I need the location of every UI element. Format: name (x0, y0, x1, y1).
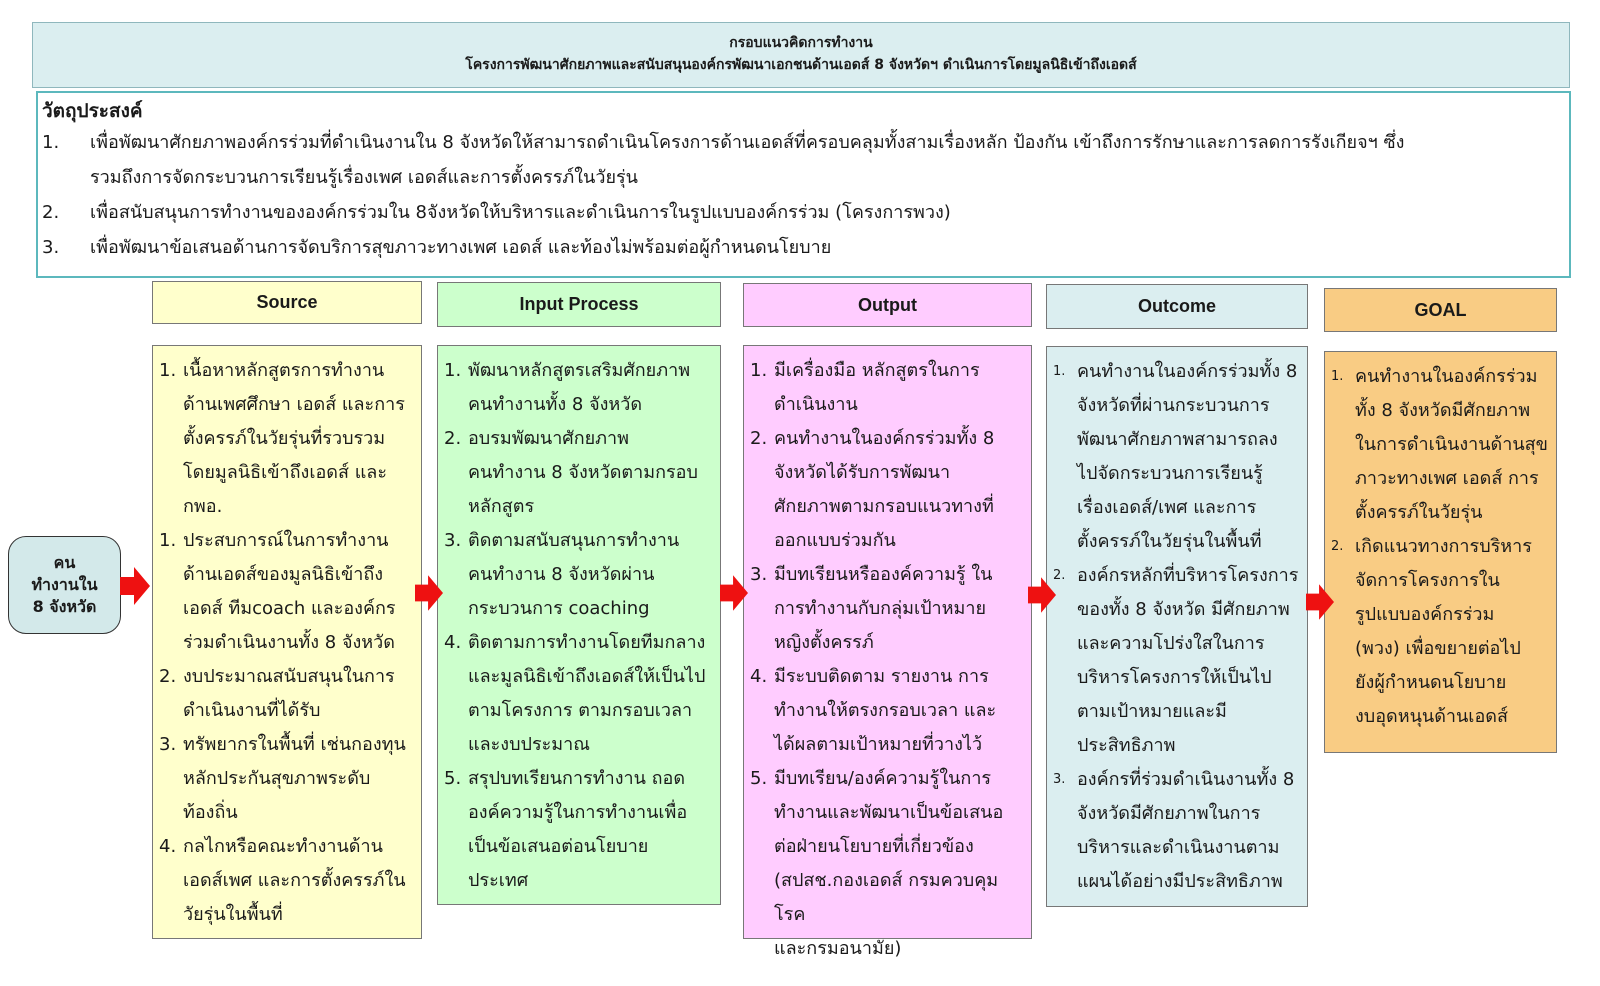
item-text: ตั้งครรภ์ในวัยรุ่น (1355, 502, 1483, 523)
arrow-right-icon (1028, 577, 1056, 613)
item-text: องค์ความรู้ในการทำงานเพื่อ (468, 802, 688, 823)
item-number (1053, 525, 1077, 559)
list-item-continued (444, 830, 712, 864)
item-text: ออกแบบร่วมกัน (774, 530, 896, 551)
objective-item-continued (42, 160, 1563, 195)
item-text: ในการดำเนินงานด้านสุข (1355, 434, 1548, 455)
goal-box (1324, 351, 1557, 753)
list-item-continued (159, 456, 413, 490)
item-number (444, 490, 468, 524)
item-text: จังหวัดที่ผ่านกระบวนการ (1077, 395, 1270, 416)
start-line: ทำงานใน (31, 575, 98, 594)
item-number (159, 422, 183, 456)
list-item (159, 524, 413, 558)
list-item-continued (159, 694, 413, 728)
item-text: ติดตามสนับสนุนการทำงาน (468, 530, 680, 551)
item-number (1331, 394, 1355, 428)
item-text: การทำงานกับกลุ่มเป้าหมาย (774, 598, 987, 619)
list-item-continued (1053, 661, 1299, 695)
list-item (1053, 763, 1299, 797)
item-number (750, 456, 774, 490)
item-text: อบรมพัฒนาศักยภาพ (468, 428, 630, 449)
list-item (1053, 559, 1299, 593)
list-item-continued (750, 388, 1023, 422)
item-text: บริหารและดำเนินงานตาม (1077, 837, 1280, 858)
item-text: คนทำงานในองค์กรร่วมทั้ง 8 (1077, 361, 1298, 382)
list-item (1053, 355, 1299, 389)
item-number (159, 796, 183, 830)
item-text: ประสิทธิภาพ (1077, 735, 1176, 756)
item-number: 1. (1053, 364, 1066, 379)
list-item-continued (1053, 423, 1299, 457)
list-item-continued (750, 694, 1023, 728)
list-item (444, 762, 712, 796)
item-number (1053, 661, 1077, 695)
item-number: 2. (444, 428, 462, 449)
objective-item (42, 230, 1563, 265)
item-text: ทำงานให้ตรงกรอบเวลา และ (774, 700, 997, 721)
item-number: 3. (444, 530, 462, 551)
item-text: ไปจัดกระบวนการเรียนรู้ (1077, 463, 1263, 484)
item-number (1331, 632, 1355, 666)
outcome-header: Outcome (1046, 284, 1308, 329)
list-item-continued (1053, 627, 1299, 661)
item-text: หลักสูตร (468, 496, 535, 517)
item-number (159, 490, 183, 524)
item-number: 1. (444, 360, 462, 381)
item-number: 4. (444, 632, 462, 653)
arrow-right-icon (720, 575, 748, 611)
item-text: จังหวัดมีศักยภาพในการ (1077, 803, 1261, 824)
item-text: ทั้ง 8 จังหวัดมีศักยภาพ (1355, 400, 1531, 421)
item-text: โดยมูลนิธิเข้าถึงเอดส์ และ (183, 462, 388, 483)
item-number (159, 456, 183, 490)
item-text: กพอ. (183, 496, 223, 517)
arrow-right-icon (415, 575, 443, 611)
item-number (1331, 666, 1355, 700)
objective-text: เพื่อพัฒนาข้อเสนอด้านการจัดบริการสุขภาวะทางเพศ เอดส์ และท้องไม่พร้อมต่อผู้กำหนดนโยบาย (90, 237, 832, 258)
list-item-continued (750, 864, 1023, 932)
list-item-continued (750, 626, 1023, 660)
item-text: แผนได้อย่างมีประสิทธิภาพ (1077, 871, 1283, 892)
item-number: 5. (750, 768, 768, 789)
item-text: คนทำงานในองค์กรร่วมทั้ง 8 (774, 428, 995, 449)
item-text: (พวง) เพื่อขยายต่อไป (1355, 638, 1521, 659)
list-item-continued (1331, 496, 1548, 530)
item-text: คนทำงาน 8 จังหวัดตามกรอบ (468, 462, 698, 483)
input-process-box (437, 345, 721, 905)
item-number (444, 864, 468, 898)
list-item-continued (750, 524, 1023, 558)
start-node-people (8, 536, 121, 634)
list-item-continued (444, 728, 712, 762)
item-text: จังหวัดได้รับการพัฒนา (774, 462, 951, 483)
list-item-continued (1331, 598, 1548, 632)
list-item-continued (1331, 462, 1548, 496)
list-item (750, 660, 1023, 694)
list-item-continued (1331, 564, 1548, 598)
item-number (750, 796, 774, 830)
list-item (750, 762, 1023, 796)
item-number (750, 864, 774, 932)
list-item (444, 354, 712, 388)
objective-number: 3. (42, 237, 60, 258)
item-text: ด้านเอดส์ของมูลนิธิเข้าถึง (183, 564, 384, 585)
output-box (743, 345, 1032, 959)
item-text: และกรมอนามัย) (774, 938, 902, 959)
item-number: 2. (750, 428, 768, 449)
item-text: องค์กรหลักที่บริหารโครงการ (1077, 565, 1299, 586)
input-process-header: Input Process (437, 282, 721, 327)
outcome-box (1046, 346, 1308, 907)
list-item (1331, 360, 1548, 394)
item-text: ตั้งครรภ์ในวัยรุ่นในพื้นที่ (1077, 531, 1262, 552)
item-number (1331, 598, 1355, 632)
item-number (159, 864, 183, 898)
item-text: งบประมาณสนับสนุนในการ (183, 666, 395, 687)
list-item (159, 830, 413, 864)
list-item-continued (159, 762, 413, 796)
item-text: ร่วมดำเนินงานทั้ง 8 จังหวัด (183, 632, 395, 653)
list-item-continued (159, 898, 413, 932)
item-number (444, 388, 468, 422)
objective-number: 1. (42, 132, 60, 153)
item-text: พัฒนาศักยภาพสามารถลง (1077, 429, 1278, 450)
item-text: ประสบการณ์ในการทำงาน (183, 530, 389, 551)
item-number: 4. (159, 836, 177, 857)
item-text: ติดตามการทำงานโดยทีมกลาง (468, 632, 706, 653)
item-text: จัดการโครงการใน (1355, 570, 1500, 591)
item-number (159, 388, 183, 422)
list-item-continued (750, 456, 1023, 490)
item-number (1331, 700, 1355, 734)
item-number (444, 660, 468, 694)
arrow-right-icon (1306, 584, 1334, 620)
item-text: ตั้งครรภ์ในวัยรุ่นที่รวบรวม (183, 428, 386, 449)
list-item (159, 354, 413, 388)
list-item-continued (1053, 491, 1299, 525)
list-item-continued (159, 796, 413, 830)
item-number (444, 830, 468, 864)
arrow-right-icon (120, 567, 150, 605)
item-text: คนทำงานในองค์กรร่วม (1355, 366, 1538, 387)
item-text: ของทั้ง 8 จังหวัด มีศักยภาพ (1077, 599, 1290, 620)
item-text: มีระบบติดตาม รายงาน การ (774, 666, 989, 687)
start-line: 8 จังหวัด (32, 597, 97, 616)
list-item-continued (444, 592, 712, 626)
item-text: เรื่องเอดส์/เพศ และการ (1077, 497, 1257, 518)
list-item-continued (750, 830, 1023, 864)
item-text: ทรัพยากรในพื้นที่ เช่นกองทุน (183, 734, 406, 755)
item-number: 1. (750, 360, 768, 381)
item-text: (สปสช.กองเอดส์ กรมควบคุมโรค (774, 870, 999, 925)
item-text: และมูลนิธิเข้าถึงเอดส์ให้เป็นไป (468, 666, 706, 687)
header-subtitle: โครงการพัฒนาศักยภาพและสนับสนุนองค์กรพัฒนาเอกชนด้านเอดส์ 8 จังหวัดฯ ดำเนินการโดยมูลนิธิเข้าถึงเอดส์ (465, 57, 1137, 73)
item-number (159, 762, 183, 796)
item-number (1053, 491, 1077, 525)
list-item (159, 660, 413, 694)
list-item-continued (1053, 457, 1299, 491)
objective-item (42, 125, 1563, 160)
list-item-continued (159, 388, 413, 422)
item-number (159, 558, 183, 592)
item-text: ดำเนินงาน (774, 394, 858, 415)
list-item-continued (1053, 593, 1299, 627)
list-item-continued (444, 456, 712, 490)
objective-item (42, 195, 1563, 230)
item-number (444, 592, 468, 626)
list-item-continued (1053, 729, 1299, 763)
list-item-continued (1053, 831, 1299, 865)
item-number (159, 626, 183, 660)
list-item-continued (1053, 865, 1299, 899)
item-number: 4. (750, 666, 768, 687)
item-number: 1. (159, 360, 177, 381)
list-item-continued (159, 626, 413, 660)
item-text: และงบประมาณ (468, 734, 590, 755)
output-header: Output (743, 283, 1032, 327)
item-number: 2. (1331, 539, 1344, 554)
item-text: วัยรุ่นในพื้นที่ (183, 904, 283, 925)
item-number (1053, 831, 1077, 865)
list-item (444, 422, 712, 456)
item-text: มีเครื่องมือ หลักสูตรในการ (774, 360, 980, 381)
item-text: รูปแบบองค์กรร่วม (1355, 604, 1495, 625)
item-text: ดำเนินงานที่ได้รับ (183, 700, 321, 721)
objectives-box (36, 91, 1571, 278)
item-text: ภาวะทางเพศ เอดส์ การ (1355, 468, 1539, 489)
objective-text: เพื่อพัฒนาศักยภาพองค์กรร่วมที่ดำเนินงานใน 8 จังหวัดให้สามารถดำเนินโครงการด้านเอดส์ที่ครอบคลุมทั้งสามเรื่องหลัก ป้องกัน เข้าถึงการรักษาและการลดการรังเกียจฯ ซึ่ง (90, 132, 1405, 153)
item-text: ท้องถิ่น (183, 802, 238, 823)
list-item-continued (1053, 695, 1299, 729)
list-item-continued (750, 728, 1023, 762)
objectives-title: วัตถุประสงค์ (42, 100, 143, 122)
item-text: ตามเป้าหมายและมี (1077, 701, 1227, 722)
list-item-continued (444, 694, 712, 728)
item-text: เอดส์ ทีมcoach และองค์กร (183, 598, 396, 619)
item-number (1331, 462, 1355, 496)
item-text: กลไกหรือคณะทำงานด้าน (183, 836, 383, 857)
item-number: 3. (159, 734, 177, 755)
item-number (1331, 496, 1355, 530)
item-number (1053, 389, 1077, 423)
item-text: ยังผู้กำหนดนโยบาย (1355, 672, 1507, 693)
item-number (1331, 564, 1355, 598)
item-number (750, 830, 774, 864)
list-item-continued (159, 558, 413, 592)
item-text: ศักยภาพตามกรอบแนวทางที่ (774, 496, 994, 517)
item-number (1053, 865, 1077, 899)
item-number (750, 592, 774, 626)
list-item-continued (159, 422, 413, 456)
list-item-continued (1331, 666, 1548, 700)
item-number (444, 558, 468, 592)
item-text: ประเทศ (468, 870, 529, 891)
item-number (750, 694, 774, 728)
item-text: เกิดแนวทางการบริหาร (1355, 536, 1532, 557)
list-item (159, 728, 413, 762)
item-number (1331, 428, 1355, 462)
item-number (444, 728, 468, 762)
item-number: 1. (1331, 369, 1344, 384)
item-text: เนื้อหาหลักสูตรการทำงาน (183, 360, 385, 381)
item-number: 2. (1053, 568, 1066, 583)
objective-text: รวมถึงการจัดกระบวนการเรียนรู้เรื่องเพศ เอดส์และการตั้งครรภ์ในวัยรุ่น (90, 167, 638, 188)
list-item-continued (750, 592, 1023, 626)
item-number (1053, 695, 1077, 729)
list-item-continued (444, 864, 712, 898)
list-item (444, 626, 712, 660)
item-text: งบอุดหนุนด้านเอดส์ (1355, 706, 1508, 727)
item-number: 5. (444, 768, 462, 789)
item-number (444, 796, 468, 830)
list-item-continued (444, 388, 712, 422)
item-text: คนทำงานทั้ง 8 จังหวัด (468, 394, 643, 415)
item-number (1053, 593, 1077, 627)
header-title: กรอบแนวคิดการทำงาน (729, 35, 873, 51)
objective-text: เพื่อสนับสนุนการทำงานขององค์กรร่วมใน 8จังหวัดให้บริหารและดำเนินการในรูปแบบองค์กรร่วม (โครงการพวง) (90, 202, 951, 223)
list-item-continued (1053, 797, 1299, 831)
framework-header (32, 22, 1570, 88)
list-item-continued (1331, 394, 1548, 428)
item-number (750, 388, 774, 422)
item-number (1053, 797, 1077, 831)
source-box (152, 345, 422, 939)
item-text: คนทำงาน 8 จังหวัดผ่าน (468, 564, 655, 585)
list-item-continued (159, 864, 413, 898)
item-text: ด้านเพศศึกษา เอดส์ และการ (183, 394, 405, 415)
list-item-continued (1331, 700, 1548, 734)
item-text: บริหารโครงการให้เป็นไป (1077, 667, 1272, 688)
list-item-continued (444, 796, 712, 830)
goal-header: GOAL (1324, 288, 1557, 332)
item-number: 1. (159, 530, 177, 551)
item-number (159, 694, 183, 728)
item-number (1053, 627, 1077, 661)
list-item-continued (444, 558, 712, 592)
item-text: หลักประกันสุขภาพระดับ (183, 768, 371, 789)
item-number (750, 626, 774, 660)
item-text: กระบวนการ coaching (468, 598, 650, 619)
list-item-continued (750, 932, 1023, 966)
item-number (1053, 729, 1077, 763)
item-number (750, 728, 774, 762)
item-text: ต่อฝ่ายนโยบายที่เกี่ยวข้อง (774, 836, 974, 857)
list-item-continued (750, 796, 1023, 830)
item-number (444, 456, 468, 490)
item-text: เอดส์เพศ และการตั้งครรภ์ใน (183, 870, 406, 891)
item-text: พัฒนาหลักสูตรเสริมศักยภาพ (468, 360, 691, 381)
list-item (750, 558, 1023, 592)
item-number: 3. (1053, 772, 1066, 787)
start-line: คน (53, 553, 76, 572)
source-header: Source (152, 281, 422, 324)
list-item-continued (444, 660, 712, 694)
list-item-continued (159, 490, 413, 524)
item-number (444, 694, 468, 728)
list-item-continued (750, 490, 1023, 524)
list-item (750, 422, 1023, 456)
item-text: และความโปร่งใสในการ (1077, 633, 1265, 654)
item-text: เป็นข้อเสนอต่อนโยบาย (468, 836, 649, 857)
item-number (1053, 457, 1077, 491)
item-number (1053, 423, 1077, 457)
item-text: องค์กรที่ร่วมดำเนินงานทั้ง 8 (1077, 769, 1295, 790)
list-item-continued (1053, 525, 1299, 559)
item-number (159, 898, 183, 932)
list-item-continued (444, 490, 712, 524)
item-text: ตามโครงการ ตามกรอบเวลา (468, 700, 693, 721)
list-item-continued (159, 592, 413, 626)
item-number: 2. (159, 666, 177, 687)
list-item-continued (1331, 632, 1548, 666)
list-item (444, 524, 712, 558)
item-number (750, 932, 774, 966)
item-text: หญิงตั้งครรภ์ (774, 632, 874, 653)
list-item (750, 354, 1023, 388)
item-text: ทำงานและพัฒนาเป็นข้อเสนอ (774, 802, 1004, 823)
item-text: ได้ผลตามเป้าหมายที่วางไว้ (774, 734, 983, 755)
item-number (750, 490, 774, 524)
objective-number: 2. (42, 202, 60, 223)
item-number (159, 592, 183, 626)
item-text: มีบทเรียน/องค์ความรู้ในการ (774, 768, 992, 789)
list-item-continued (1331, 428, 1548, 462)
item-number: 3. (750, 564, 768, 585)
list-item-continued (1053, 389, 1299, 423)
item-number (750, 524, 774, 558)
item-text: สรุปบทเรียนการทำงาน ถอด (468, 768, 686, 789)
list-item (1331, 530, 1548, 564)
item-text: มีบทเรียนหรือองค์ความรู้ ใน (774, 564, 993, 585)
